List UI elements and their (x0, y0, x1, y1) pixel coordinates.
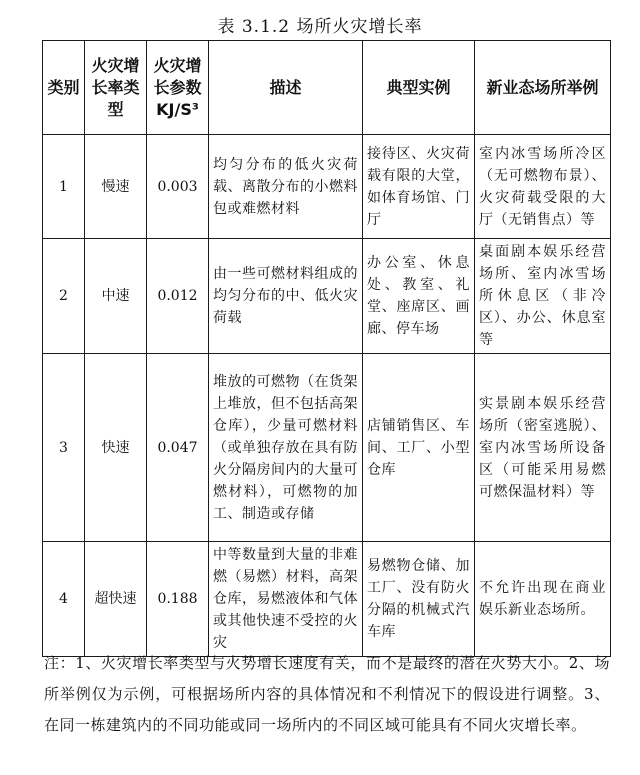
cell-new-business: 室内冰雪场所冷区（无可燃物布景）、火灾荷载受限的大厅（无销售点）等 (475, 135, 611, 239)
cell-new-business: 实景剧本娱乐经营场所（密室逃脱）、室内冰雪场所设备区（可能采用易燃可燃保温材料）等 (475, 354, 611, 542)
cell-description: 由一些可燃材料组成的均匀分布的中、低火灾荷载 (209, 239, 363, 354)
header-growth-param: 火灾增长参数KJ/S³ (147, 41, 209, 135)
fire-growth-table (42, 40, 611, 657)
cell-category: 1 (43, 135, 85, 239)
header-examples: 典型实例 (363, 41, 475, 135)
cell-description: 均匀分布的低火灾荷载、离散分布的小燃料包或难燃材料 (209, 135, 363, 239)
table-row (43, 135, 611, 239)
header-growth-type: 火灾增长率类型 (85, 41, 147, 135)
table-header-row (43, 41, 611, 135)
header-description: 描述 (209, 41, 363, 135)
cell-description: 堆放的可燃物（在货架上堆放，但不包括高架仓库），少量可燃材料（或单独存放在具有防火分隔房间内的大量可燃材料），可燃物的加工、制造或存储 (209, 354, 363, 542)
cell-growth-type: 快速 (85, 354, 147, 542)
table-row (43, 239, 611, 354)
cell-growth-param: 0.047 (147, 354, 209, 542)
header-category: 类别 (43, 41, 85, 135)
cell-examples: 店铺销售区、车间、工厂、小型仓库 (363, 354, 475, 542)
cell-examples: 接待区、火灾荷载有限的大堂，如体育场馆、门厅 (363, 135, 475, 239)
table-row (43, 354, 611, 542)
cell-examples: 办公室、休息处、教室、礼堂、座席区、画廊、停车场 (363, 239, 475, 354)
table-note: 注：1、火灾增长率类型与火势增长速度有关，而不是最终的潜在火势大小。2、场所举例仅为示例，可根据场所内容的具体情况和不利情况下的假设进行调整。3、在同一栋建筑内的不同功能或同一场所内的不同区域可能具有不同火灾增长率。 (44, 654, 610, 734)
cell-growth-type: 超快速 (85, 542, 147, 657)
cell-category: 2 (43, 239, 85, 354)
cell-growth-type: 中速 (85, 239, 147, 354)
cell-description: 中等数量到大量的非难燃（易燃）材料，高架仓库，易燃液体和气体或其他快速不受控的火灾 (209, 542, 363, 657)
cell-category: 4 (43, 542, 85, 657)
header-new-business: 新业态场所举例 (475, 41, 611, 135)
cell-growth-param: 0.003 (147, 135, 209, 239)
table-row (43, 542, 611, 657)
cell-growth-type: 慢速 (85, 135, 147, 239)
cell-growth-param: 0.188 (147, 542, 209, 657)
cell-new-business: 不允许出现在商业娱乐新业态场所。 (475, 542, 611, 657)
cell-new-business: 桌面剧本娱乐经营场所、室内冰雪场所休息区（非冷区）、办公、休息室等 (475, 239, 611, 354)
cell-category: 3 (43, 354, 85, 542)
cell-growth-param: 0.012 (147, 239, 209, 354)
cell-examples: 易燃物仓储、加工厂、没有防火分隔的机械式汽车库 (363, 542, 475, 657)
table-caption: 表 3.1.2 场所火灾增长率 (217, 17, 423, 37)
